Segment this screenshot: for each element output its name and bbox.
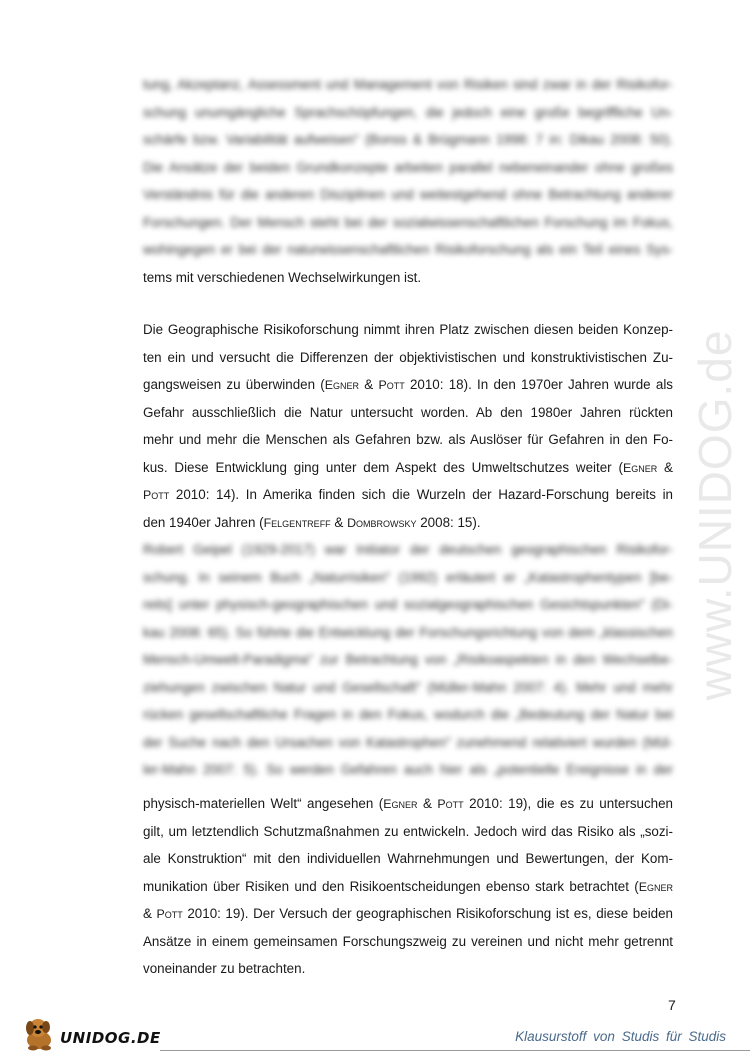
text-line: voneinander zu betrachten. [143, 961, 306, 976]
text-line: den 1940er Jahren (Felgentreff & Dombrowsky 2008: 15). [143, 514, 481, 530]
text-line: physisch-materiellen Welt“ angesehen (Egner & Pott 2010: 19), die es zu untersuchen [143, 796, 674, 811]
text-line: ten ein und versucht die Differenzen der objektivistischen und konstruktivistischen Zu- [143, 349, 673, 365]
text-line: Gefahr ausschließlich die Natur untersucht worden. Ab den 1980er Jahren rückten [143, 404, 673, 420]
text-line: gangsweisen zu überwinden (Egner & Pott 2010: 18). In den 1970er Jahren wurde als [143, 377, 673, 392]
page-number: 7 [668, 997, 676, 1013]
blurred-text-line: Mensch-Umwelt-Paradigma" zur Betrachtung von „Risikoaspekten in den Wechselbe- [143, 652, 673, 667]
blurred-text-line: schung unumgängliche Sprachschöpfungen, die jedoch eine große begriffliche Un- [143, 104, 673, 120]
text-line: kus. Diese Entwicklung ging unter dem Aspekt des Umweltschutzes weiter (Egner & [143, 459, 673, 475]
logo-text: UNIDOG.DE [60, 1029, 161, 1047]
citation-author: Egner [324, 378, 360, 392]
dog-icon [22, 1016, 62, 1052]
blurred-text-line: Verständnis für die anderen Disziplinen und weitestgehend ohne Betrachtung anderer [143, 187, 673, 202]
citation-author: Pott [143, 488, 170, 502]
text-line: ale Konstruktion“ mit den individuellen Wahrnehmungen und Bewertungen, der Kom- [143, 851, 673, 866]
text-line: mehr und mehr die Menschen als Gefahren bzw. als Auslöser für Gefahren in den Fo- [143, 432, 673, 447]
text-line: Die Geographische Risikoforschung nimmt ihren Platz zwischen diesen beiden Konzep- [143, 322, 673, 337]
citation-author: Pott [437, 797, 464, 811]
citation-author: Egner [638, 879, 673, 894]
text-line: & Pott 2010: 19). Der Versuch der geographischen Risikoforschung ist es, diese beiden [143, 906, 674, 921]
text-line: Ansätze in einem gemeinsamen Forschungszweig zu vereinen und nicht mehr getrennt [143, 933, 673, 949]
citation-author: Felgentreff [263, 515, 331, 530]
blurred-text-line: der Suche nach den Ursachen von Katastrophen" zunehmend relativiert wurden (Mül- [143, 734, 673, 750]
watermark-text: www.UNIDOG.de [689, 329, 741, 701]
blurred-text-line: tung, Akzeptanz, Assessment und Management von Risiken sind zwar in der Risikofor- [143, 77, 673, 92]
watermark [690, 280, 740, 750]
blurred-text-line: rücken gesellschaftliche Fragen in den Fokus, wodurch die „Bedeutung der Natur bei [143, 707, 673, 722]
blurred-text-line: schung. In seinem Buch „Naturrisiken" (1992) erläutert er „Katastrophentypen [be- [143, 569, 673, 585]
blurred-text-line: Robert Geipel (1929-2017) war Initiator der deutschen geographischen Risikofor- [143, 542, 673, 557]
blurred-text-line: wohingegen er bei der naturwissenschaftlichen Risikoforschung als ein Teil eines Sys- [143, 242, 673, 257]
blurred-text-line: ler-Mahn 2007: 5). So werden Gefahren auch hier als „potentielle Ereignisse in der [143, 762, 673, 777]
citation-author: Egner [622, 460, 658, 475]
citation-author: Egner [383, 797, 418, 811]
blurred-text-line: reits] unter physisch-geographischen und sozialgeographischen Gesichtspunkten" (Di- [143, 597, 673, 612]
blurred-text-line: schärfe bzw. Variabilität aufweisen" (Bonss & Brügmann 1998: 7 in: Dikau 2008: 50). [143, 132, 673, 147]
citation-author: Dombrowsky [347, 515, 417, 530]
text-line: tems mit verschiedenen Wechselwirkungen ist. [143, 269, 422, 285]
blurred-text-line: kau 2008: 65). So führte die Entwicklung der Forschungsrichtung von dem „klassischen [143, 624, 673, 640]
blurred-text-line: ziehungen zwischen Natur und Gesellschaft" (Müller-Mahn 2007: 4). Mehr und mehr [143, 679, 673, 695]
text-line: gilt, um letztendlich Schutzmaßnahmen zu entwickeln. Jedoch wird das Risiko als „sozi- [143, 823, 673, 839]
text-line: munikation über Risiken und den Risikoentscheidungen ebenso stark betrachtet (Egner [143, 878, 673, 894]
footer-divider [160, 1050, 750, 1051]
unidog-logo[interactable] [22, 1016, 162, 1052]
blurred-text-line: Die Ansätze der beiden Grundkonzepte arbeiten parallel nebeneinander ohne großes [143, 159, 673, 175]
footer-tagline: Klausurstoff von Studis für Studis [515, 1029, 726, 1044]
blurred-text-line: Forschungen. Der Mensch steht bei der sozialwissenschaftlichen Forschung im Fokus, [143, 214, 673, 230]
citation-author: Pott [378, 378, 405, 392]
citation-author: Pott [156, 907, 183, 921]
text-line: Pott 2010: 14). In Amerika finden sich die Wurzeln der Hazard-Forschung bereits in [143, 487, 673, 502]
